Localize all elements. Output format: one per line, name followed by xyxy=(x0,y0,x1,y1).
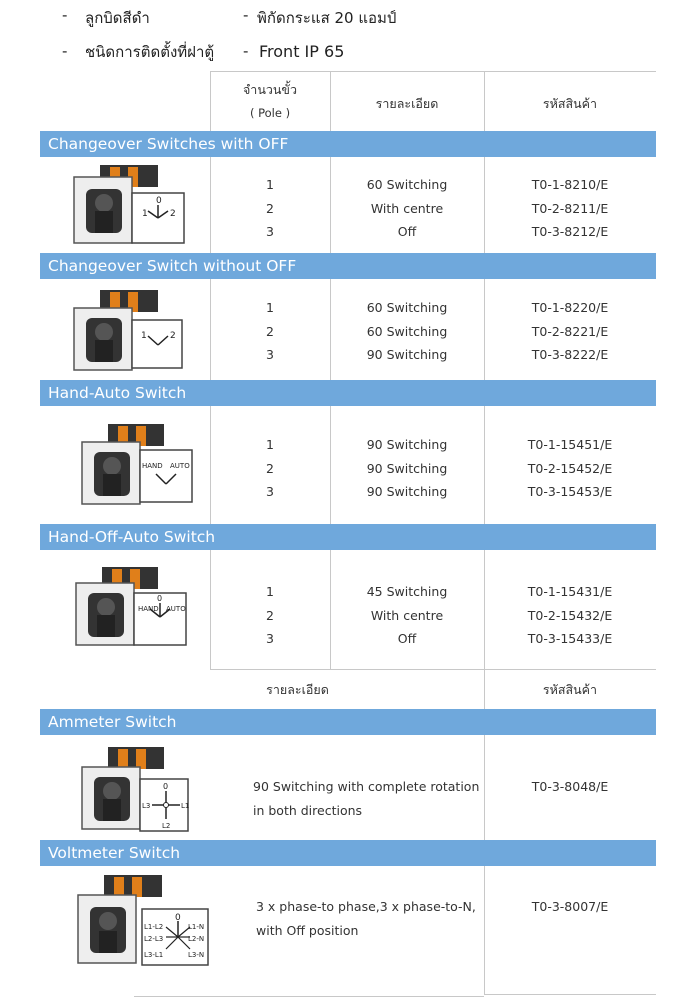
description-line: in both directions xyxy=(253,802,363,818)
pole-value: 2 xyxy=(266,607,274,623)
product-code: T0-2-15432/E xyxy=(527,607,613,623)
spec-dash: - xyxy=(62,42,68,60)
product-code: T0-1-8210/E xyxy=(531,177,609,192)
header-pole: จำนวนขั้ว xyxy=(242,82,298,97)
rotary-switch-image xyxy=(70,288,190,374)
detail-column xyxy=(330,296,484,367)
rotary-switch-image xyxy=(78,422,198,508)
dial-label: 2 xyxy=(170,331,176,341)
dial-label: L1-N xyxy=(188,923,205,931)
pole-value: 1 xyxy=(266,437,274,452)
code-column xyxy=(484,296,656,367)
pole-value: 1 xyxy=(266,300,274,315)
ammeter-description xyxy=(253,775,479,822)
product-code: T0-3-8222/E xyxy=(531,347,609,362)
section-title-hand-off-auto: Hand-Off-Auto Switch xyxy=(40,524,656,550)
header-pole-sub: ( Pole ) xyxy=(249,106,291,120)
spec-dash: - xyxy=(243,42,249,60)
pole-value: 1 xyxy=(266,177,274,192)
dial-label: 2 xyxy=(170,209,176,219)
voltmeter-description xyxy=(256,895,476,942)
dial-label: L2 xyxy=(162,822,171,830)
detail-value: 90 Switching xyxy=(366,437,448,452)
spec-knob-color: ลูกบิดสีดำ xyxy=(85,9,150,27)
dial-label: L2-L3 xyxy=(144,935,164,943)
detail-value: With centre xyxy=(370,607,444,623)
pole-column xyxy=(210,173,330,244)
pole-column xyxy=(210,296,330,367)
description-line: 3 x phase-to phase,3 x phase-to-N, xyxy=(256,899,476,914)
header-detail: รายละเอียด xyxy=(375,96,439,111)
product-code: T0-3-15453/E xyxy=(527,484,613,499)
detail-column xyxy=(330,433,484,504)
section-title-changeover-off: Changeover Switches with OFF xyxy=(40,131,656,157)
product-code: T0-2-8211/E xyxy=(531,200,609,216)
header-code-2: รหัสสินค้า xyxy=(542,682,598,697)
detail-value: 90 Switching xyxy=(366,484,448,499)
pole-value: 3 xyxy=(266,484,274,499)
dial-label: 0 xyxy=(157,594,163,603)
rotary-switch-image xyxy=(78,745,198,835)
detail-value: 60 Switching xyxy=(366,177,448,192)
grid-line xyxy=(210,669,656,670)
product-code: T0-3-8212/E xyxy=(531,224,609,239)
product-code: T0-2-15452/E xyxy=(527,460,613,476)
code-column xyxy=(484,580,656,651)
pole-value: 2 xyxy=(266,460,274,476)
product-code: T0-3-8007/E xyxy=(531,899,609,914)
detail-value: Off xyxy=(397,224,417,239)
dial-label: L3-N xyxy=(188,951,205,959)
spec-protection: Front IP 65 xyxy=(259,42,345,61)
spec-current-rating: พิกัดกระแส 20 แอมป์ xyxy=(257,9,397,27)
detail-column xyxy=(330,173,484,244)
detail-value: 60 Switching xyxy=(366,323,448,339)
detail-value: 45 Switching xyxy=(366,584,448,599)
product-code: T0-1-15451/E xyxy=(527,437,613,452)
dial-label: L2-N xyxy=(188,935,205,943)
dial-label: 0 xyxy=(175,913,181,923)
code-column xyxy=(484,173,656,244)
rotary-switch-image xyxy=(74,873,214,969)
dial-label: AUTO xyxy=(170,462,190,470)
detail-value: 60 Switching xyxy=(366,300,448,315)
dial-label: L1 xyxy=(181,802,190,810)
grid-line xyxy=(134,996,484,997)
detail-value: Off xyxy=(397,631,417,646)
code-column xyxy=(484,433,656,504)
product-code: T0-3-8048/E xyxy=(531,779,609,794)
rotary-switch-image xyxy=(72,565,192,651)
section-title-changeover-no-off: Changeover Switch without OFF xyxy=(40,253,656,279)
dial-label: 1 xyxy=(141,331,147,341)
pole-column xyxy=(210,580,330,651)
dial-label: L3 xyxy=(142,802,151,810)
dial-label: HAND xyxy=(138,605,159,613)
section-title-ammeter: Ammeter Switch xyxy=(40,709,656,735)
product-code: T0-1-15431/E xyxy=(527,584,613,599)
grid-line xyxy=(210,71,656,72)
detail-value: With centre xyxy=(370,200,444,216)
dial-label: AUTO xyxy=(166,605,186,613)
pole-value: 3 xyxy=(266,224,274,239)
dial-label: L1-L2 xyxy=(144,923,164,931)
section-title-hand-auto: Hand-Auto Switch xyxy=(40,380,656,406)
dial-label: 0 xyxy=(156,196,162,206)
grid-line xyxy=(484,994,656,995)
spec-dash: - xyxy=(62,6,68,24)
pole-column xyxy=(210,433,330,504)
pole-value: 2 xyxy=(266,200,274,216)
spec-mounting: ชนิดการติดตั้งที่ฝาตู้ xyxy=(85,43,215,61)
product-code: T0-1-8220/E xyxy=(531,300,609,315)
detail-value: 90 Switching xyxy=(366,460,448,476)
dial-label: L3-L1 xyxy=(144,951,164,959)
dial-label: 0 xyxy=(163,782,169,791)
product-code: T0-2-8221/E xyxy=(531,323,609,339)
description-line: 90 Switching with complete rotation xyxy=(253,779,480,794)
dial-label: HAND xyxy=(142,462,163,470)
dial-label: 1 xyxy=(142,209,148,219)
pole-value: 3 xyxy=(266,347,274,362)
pole-value: 2 xyxy=(266,323,274,339)
detail-column xyxy=(330,580,484,651)
rotary-switch-image xyxy=(70,163,190,249)
header-code: รหัสสินค้า xyxy=(542,96,598,111)
section-title-voltmeter: Voltmeter Switch xyxy=(40,840,656,866)
spec-dash: - xyxy=(243,6,249,24)
detail-value: 90 Switching xyxy=(366,347,448,362)
description-line: with Off position xyxy=(256,922,359,938)
header-detail-2: รายละเอียด xyxy=(266,682,329,697)
pole-value: 1 xyxy=(266,584,274,599)
product-code: T0-3-15433/E xyxy=(527,631,613,646)
pole-value: 3 xyxy=(266,631,274,646)
